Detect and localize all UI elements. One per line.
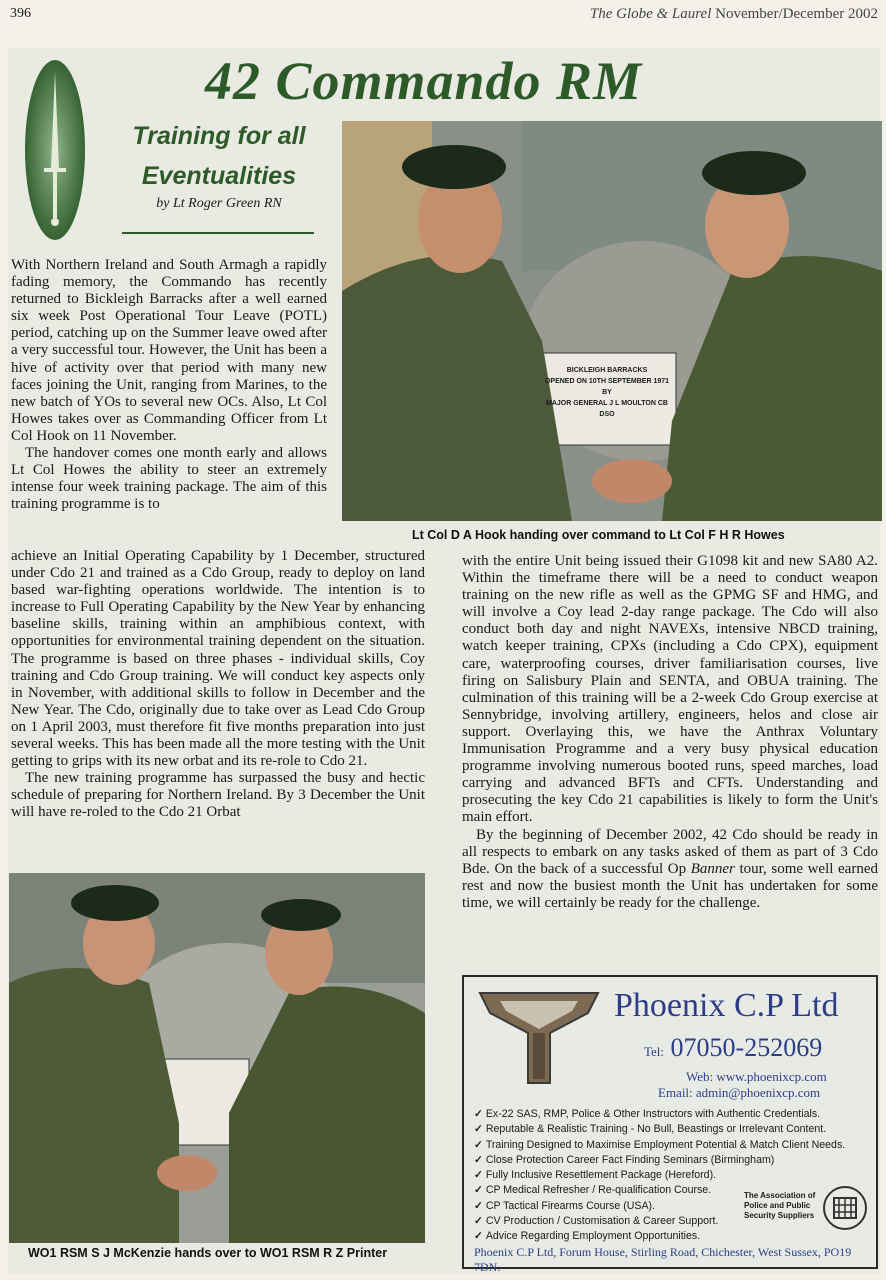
ad-email: Email: admin@phoenixcp.com	[658, 1085, 821, 1100]
list-item: ✓ Close Protection Career Fact Finding Seminars (Birmingham)	[474, 1153, 845, 1168]
list-item: ✓ CP Tactical Firearms Course (USA).	[474, 1199, 845, 1214]
plaque-line: MAJOR GENERAL J L MOULTON CB DSO	[546, 400, 668, 418]
masthead	[590, 6, 878, 23]
plaque-line: BICKLEIGH BARRACKS	[566, 367, 648, 374]
list-item: ✓ Training Designed to Maximise Employment Potential & Match Client Needs.	[474, 1138, 845, 1153]
top-plaque-text	[542, 365, 672, 420]
article-subtitle: Training for all Eventualities	[132, 122, 306, 190]
plaque-line: OPENED ON 10TH SEPTEMBER 1971	[544, 378, 670, 385]
top-photo	[342, 121, 882, 521]
column-left-wide	[11, 548, 425, 822]
byline-divider	[122, 232, 314, 234]
paragraph-4: with the entire Unit being issued their G1098 kit and new SA80 A2. Within the timeframe there will be a need to conduct weapon training on the new rifle as well as the GPMG SF and HMG, and will involve a Coy lead 2-day range package. The Cdo will also conduct both day and night NAVEXs, intensive NBCD training, watch keeper training, CPXs (including a Cdo CPX), equipment care, waterproofing courses, driver familiarisation courses, live firing on Salisbury Plain and SENTA, and OBUA training. The culmination of this training will be a 2-week Cdo Group exercise at Sennybridge, involving artillery, engineers, helos and close air support. Overlaying this, we have the Anthrax Voluntary Immunisation Programme and a very busy physical education programme involving numerous booted runs, speed marches, load carrying and advanced BFTs and CFTs. Understanding and prosecuting the key Cdo 21 capabilities is likely to form the Unit's main effort.	[462, 553, 878, 826]
masthead-publication: The Globe & Laurel	[589, 6, 712, 22]
bottom-photo-caption: WO1 RSM S J McKenzie hands over to WO1 RSM R Z Printer	[28, 1246, 388, 1260]
paragraph-3: The new training programme has surpassed the busy and hectic schedule of preparing for Northern Ireland. By 3 December the Unit will have re-roled to the Cdo 21 Orbat	[11, 770, 425, 821]
list-item: ✓ Fully Inclusive Resettlement Package (Hereford).	[474, 1168, 845, 1183]
portcullis-icon	[822, 1185, 868, 1231]
bottom-photo	[9, 873, 425, 1243]
commando-dagger-icon	[24, 58, 86, 242]
phoenix-logo-icon	[476, 987, 602, 1087]
list-item: ✓ Reputable & Realistic Training - No Bull, Beastings or Irrelevant Content.	[474, 1122, 845, 1137]
ad-association-text: The Association of Police and Public Security Suppliers	[744, 1191, 816, 1220]
paragraph-1: With Northern Ireland and South Armagh a rapidly fading memory, the Commando has recently returned to Bickleigh Barracks after a well earned six week Post Operational Tour Leave (POTL) period, catching up on the Summer leave owed after a very successful tour. However, the Unit has been a hive of activity over that period with many new faces joining the Unit, ranging from Marines, to the new batch of YOs to several new OCs. Also, Lt Col Howes takes over as Commanding Officer from Lt Col Hook on 11 November.	[11, 257, 327, 444]
ad-services-list	[474, 1107, 845, 1245]
ad-website: Web: www.phoenixcp.com	[686, 1069, 827, 1084]
paragraph-2a: The handover comes one month early and allows Lt Col Howes the ability to steer an extremely intense four week training package. The aim of this training programme is to	[11, 445, 327, 513]
ad-telephone	[644, 1033, 822, 1063]
paragraph-5-start: By the beginning of December 2002, 42 Cdo should be ready in all respects to embark on any tasks asked of them as part of 3 Cdo Bde. On the back of a successful Op	[462, 826, 878, 877]
ad-footer-address: Phoenix C.P Ltd, Forum House, Stirling Road, Chichester, West Sussex, PO19 7DN.	[474, 1245, 852, 1274]
paragraph-5-end: tour, some well earned rest and now the busiest month the Unit has undertaken for some time, we will certainly be ready for the challenge.	[462, 860, 878, 911]
masthead-date: November/December 2002	[715, 6, 878, 22]
column-right	[462, 553, 878, 912]
ad-tel-number: 07050-252069	[670, 1033, 823, 1062]
list-item: ✓ Advice Regarding Employment Opportunities.	[474, 1229, 845, 1244]
list-item: ✓ Ex-22 SAS, RMP, Police & Other Instructors with Authentic Credentials.	[474, 1107, 845, 1122]
list-item: ✓ CP Medical Refresher / Re-qualification Course.	[474, 1183, 845, 1198]
phoenix-advertisement	[462, 975, 878, 1274]
ad-company-name: Phoenix C.P Ltd	[614, 987, 839, 1024]
list-item: ✓ CV Production / Customisation & Career Support.	[474, 1214, 845, 1229]
paragraph-5	[462, 827, 878, 912]
plaque-line: BY	[602, 389, 612, 396]
top-photo-caption: Lt Col D A Hook handing over command to Lt Col F H R Howes	[412, 528, 785, 542]
column-left-top	[11, 257, 327, 513]
article-title: 42 Commando RM	[205, 51, 643, 111]
paragraph-2b: achieve an Initial Operating Capability by 1 December, structured under Cdo 21 and trained as a Cdo Group, ready to deploy on land based war-fighting operations worldwide. The intention is to increase to Full Operating Capability by the New Year by enhancing baseline skills, training within an amphibious context, with opportunities for environmental training dependent on the situation. The programme is based on three phases - individual skills, Coy training and Cdo Group training. We will conduct key aspects only in November, with additional skills to follow in December and the New Year. The Cdo, originally due to take over as Lead Cdo Group on 1 April 2003, must therefore fit five months preparation into just several weeks. This has been made all the more testing with the Unit getting to grips with its new orbat and its re-role to Cdo 21.	[11, 548, 425, 770]
page-number: 396	[10, 6, 31, 21]
article-byline: by Lt Roger Green RN	[156, 196, 282, 211]
ad-tel-label: Tel:	[644, 1044, 665, 1059]
paragraph-5-italic: Banner	[690, 860, 735, 877]
